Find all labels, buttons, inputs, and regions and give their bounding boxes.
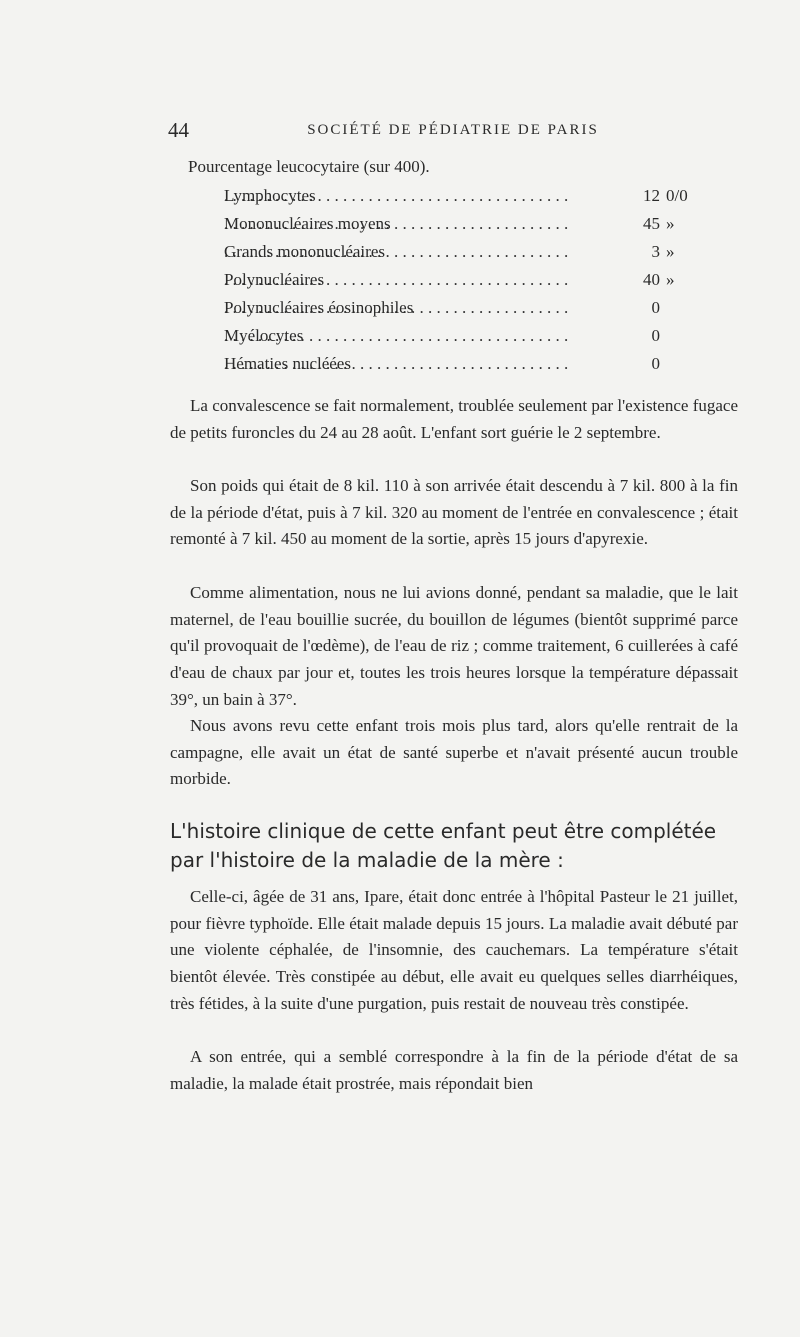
row-unit: » bbox=[666, 214, 675, 233]
table-row bbox=[224, 326, 694, 350]
page-header bbox=[168, 118, 738, 148]
row-label: Myélocytes bbox=[224, 326, 304, 345]
table-row bbox=[224, 214, 694, 238]
row-label: Polynucléaires bbox=[224, 270, 325, 289]
running-title: SOCIÉTÉ DE PÉDIATRIE DE PARIS bbox=[307, 122, 599, 138]
paragraph-weight: Son poids qui était de 8 kil. 110 à son arrivée était descendu à 7 kil. 800 à la fin de la période d'état, puis à 7 kil. 320 au moment de l'entrée en convalescence ; était remonté à 7 kil. 450 au moment de la sortie, après 15 jours d'apyrexie. bbox=[170, 476, 738, 549]
row-value: 0 bbox=[651, 354, 660, 373]
row-label: Polynucléaires éosinophiles bbox=[224, 298, 414, 317]
row-value: 45 bbox=[643, 214, 660, 233]
page-number: 44 bbox=[168, 118, 189, 142]
row-unit: » bbox=[666, 242, 675, 261]
row-label: Hématies nucléées bbox=[224, 354, 351, 373]
row-unit: 0/0 bbox=[666, 186, 688, 205]
paragraph-mother-history: Celle-ci, âgée de 31 ans, Ipare, était donc entrée à l'hôpital Pasteur le 21 juillet, pour fièvre typhoïde. Elle était malade depuis 15 jours. La maladie avait débuté par une violente céphalée, de l'insomnie, des cauchemars. La température s'était bientôt élevée. Très constipée au début, elle avait eu quelques selles diarrhéiques, très fétides, à la suite d'une purgation, puis restait de nouveau très constipée. bbox=[170, 887, 738, 1013]
row-value: 0 bbox=[651, 298, 660, 317]
section-heading: L'histoire clinique de cette enfant peut être complétée par l'histoire de la maladie de la mère : bbox=[170, 819, 717, 872]
table-row bbox=[224, 270, 694, 294]
table-row bbox=[224, 354, 694, 378]
row-label: Mononucléaires moyens bbox=[224, 214, 391, 233]
row-value: 40 bbox=[643, 270, 660, 289]
paragraph-admission: A son entrée, qui a semblé correspondre à la fin de la période d'état de sa maladie, la malade était prostrée, mais répondait bien bbox=[170, 1047, 738, 1093]
paragraph-convalescence: La convalescence se fait normalement, troublée seulement par l'existence fugace de petits furoncles du 24 au 28 août. L'enfant sort guérie le 2 septembre. bbox=[170, 396, 738, 442]
row-label: Lymphocytes bbox=[224, 186, 316, 205]
table-row bbox=[224, 186, 694, 210]
paragraph-follow-up: Nous avons revu cette enfant trois mois plus tard, alors qu'elle rentrait de la campagne, elle avait un état de santé superbe et n'avait présenté aucun trouble morbide. bbox=[170, 716, 738, 789]
table-row bbox=[224, 242, 694, 266]
row-value: 0 bbox=[651, 326, 660, 345]
table-title: Pourcentage leucocytaire (sur 400). bbox=[188, 157, 430, 176]
paragraph-alimentation: Comme alimentation, nous ne lui avions donné, pendant sa maladie, que le lait maternel, de l'eau bouillie sucrée, du bouillon de légumes (bientôt supprimé parce qu'il provoquait de l'œdème), de l'eau de riz ; comme traitement, 6 cuillerées à café d'eau de chaux par jour et, toutes les trois heures lorsque la température dépassait 39°, un bain à 37°. bbox=[170, 583, 738, 709]
row-label: Grands mononucléaires bbox=[224, 242, 385, 261]
row-value: 3 bbox=[651, 242, 660, 261]
row-unit: » bbox=[666, 270, 675, 289]
row-value: 12 bbox=[643, 186, 660, 205]
table-row bbox=[224, 298, 694, 322]
